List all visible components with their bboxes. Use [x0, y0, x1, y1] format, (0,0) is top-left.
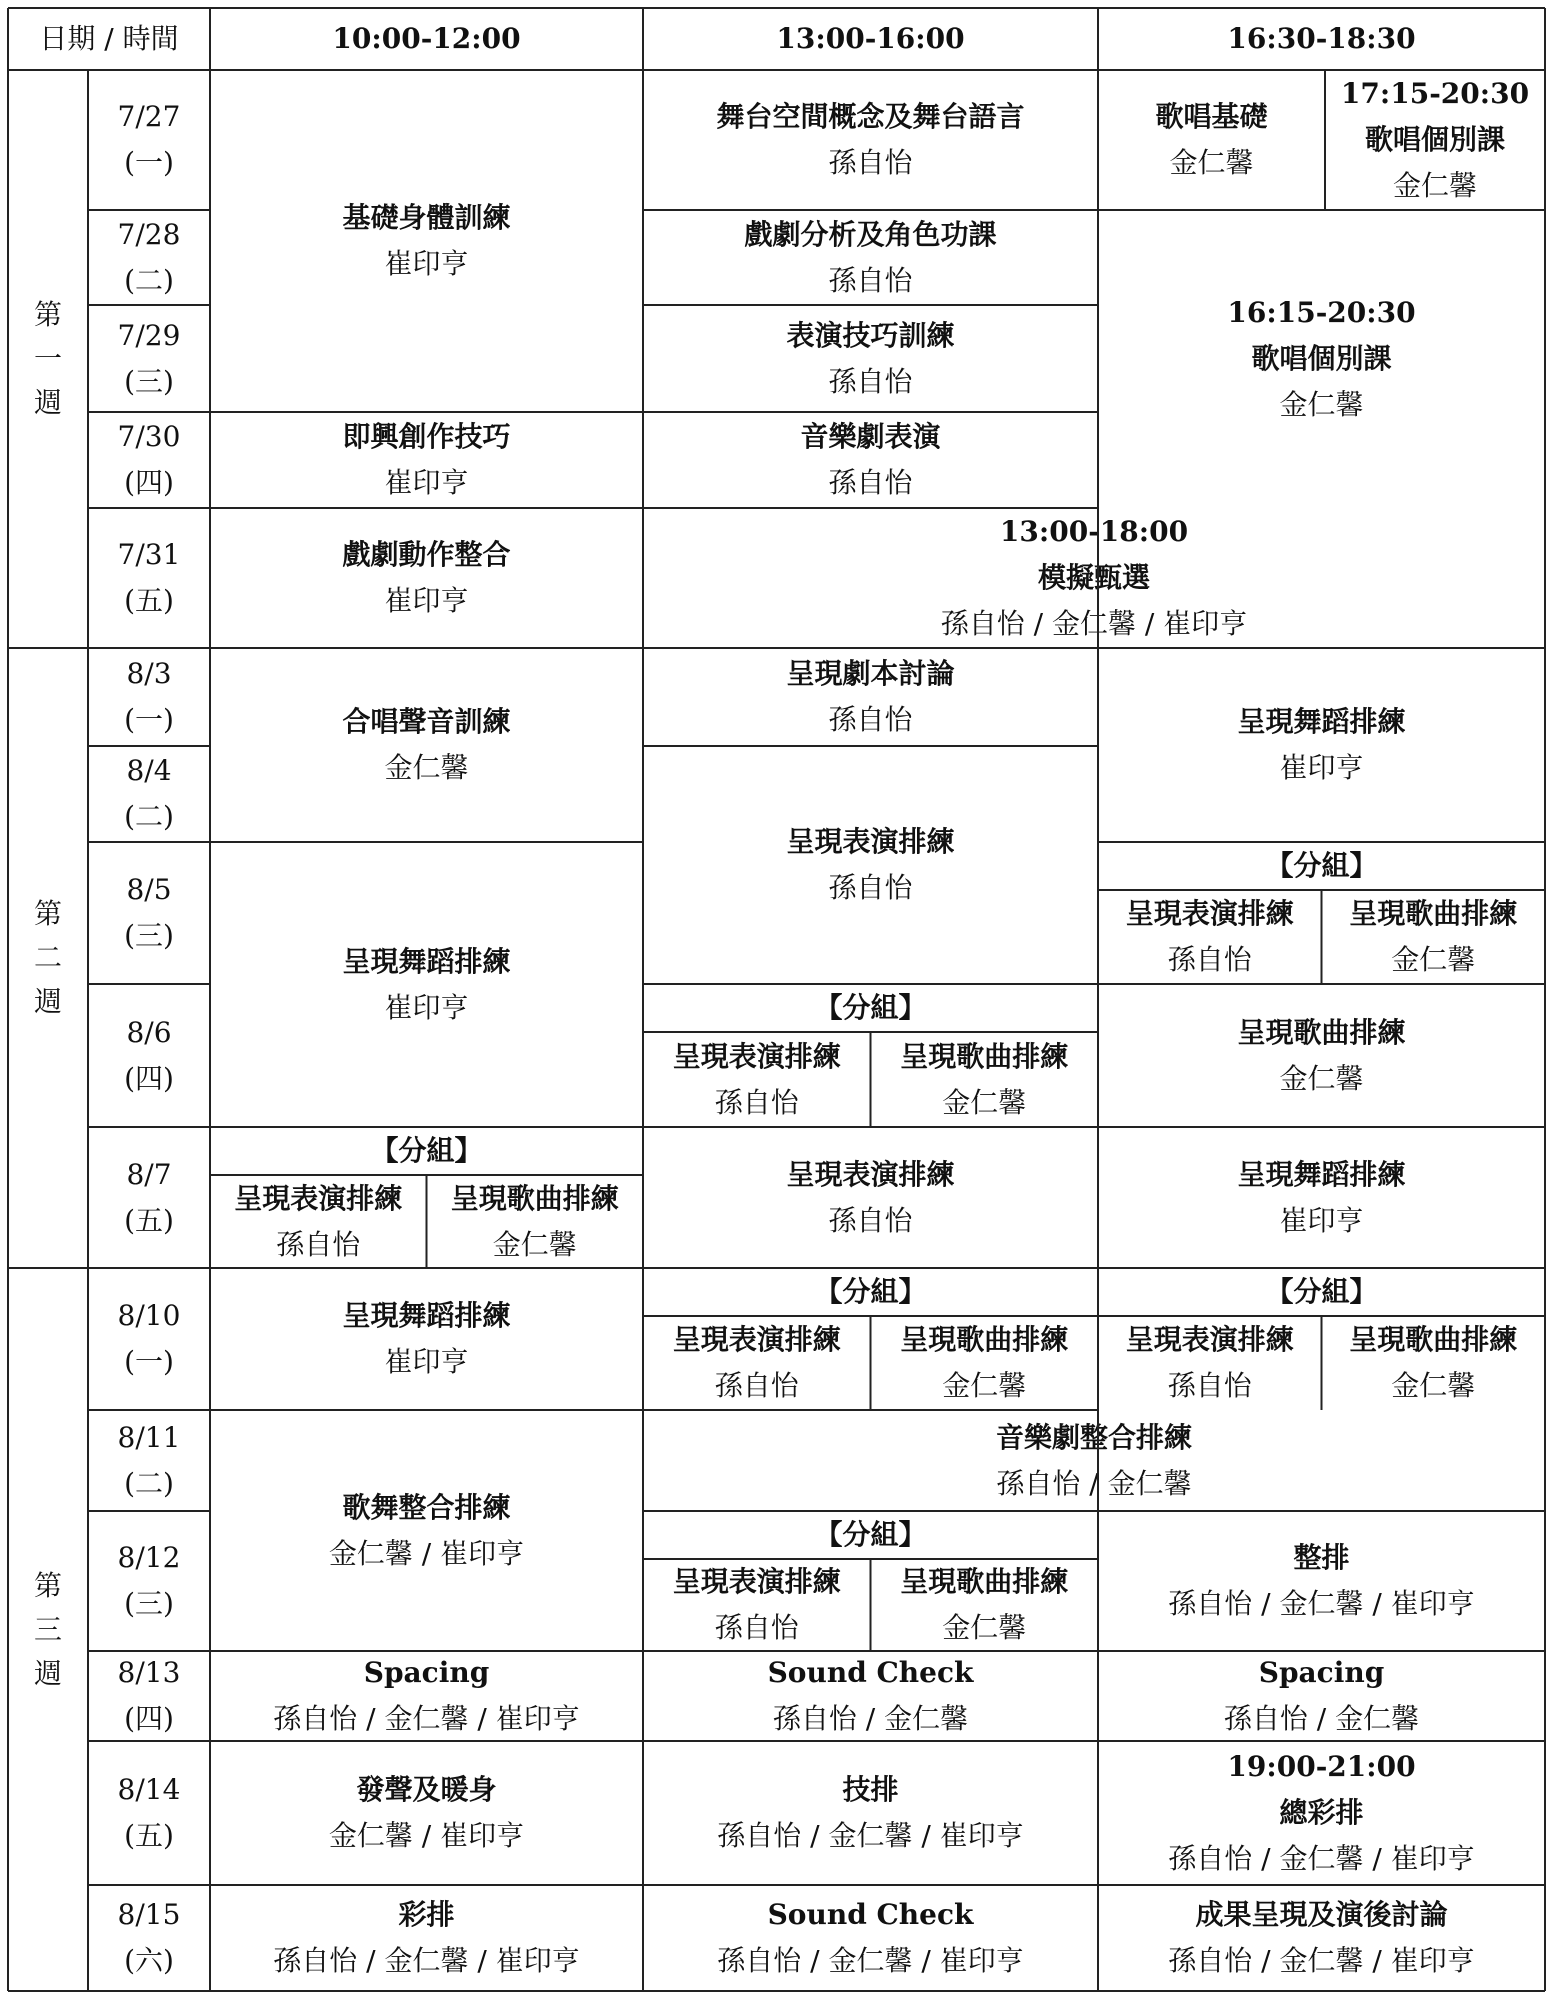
date-cell-line-0: 8/4: [126, 754, 172, 787]
session-group-acting-line-1: 孫自怡: [714, 1369, 799, 1402]
week-label-char: 第: [33, 1568, 62, 1602]
week-label-char: 週: [33, 1656, 62, 1690]
date-cell: [88, 984, 210, 1127]
date-cell-line-1: (六): [124, 1944, 174, 1977]
session-spacing: [210, 1651, 643, 1741]
date-cell-line-0: 8/14: [117, 1773, 181, 1806]
date-cell-line-0: 8/7: [126, 1157, 172, 1191]
session-group-song-line-0: 呈現歌曲排練: [1349, 1323, 1518, 1356]
session-sound-check: [643, 1651, 1098, 1741]
session-individual-singing-1-line-1: 歌唱個別課: [1364, 123, 1505, 156]
date-cell-line-1: (一): [124, 146, 174, 179]
session-spacing: [1098, 1651, 1545, 1741]
session-group-acting-line-0: 呈現表演排練: [234, 1181, 403, 1215]
date-cell-line-1: (四): [124, 466, 174, 499]
date-cell-line-1: (五): [124, 584, 174, 617]
session-individual-singing-2: [1098, 210, 1545, 508]
week-label-3: [8, 1268, 88, 1991]
week-label-char: 週: [33, 985, 62, 1018]
session-group-song: [1322, 1316, 1546, 1410]
session-basic-body-training-line-1: 崔印亨: [384, 247, 469, 280]
group-header: [643, 1511, 1098, 1559]
session-acting-rehearsal: [643, 746, 1098, 984]
session-stage-space: [643, 70, 1098, 210]
header-slot-2-line-0: 13:00-16:00: [776, 22, 965, 55]
date-cell-line-0: 7/27: [117, 100, 181, 133]
session-acting-rehearsal-line-1: 孫自怡: [828, 1203, 913, 1237]
session-script-discussion-line-1: 孫自怡: [828, 703, 913, 736]
group-header: [210, 1127, 643, 1175]
session-spacing-line-0: Spacing: [363, 1656, 490, 1689]
session-tech-rehearsal: [643, 1741, 1098, 1885]
session-rehearsal: [210, 1885, 643, 1991]
session-sound-check: [643, 1885, 1098, 1991]
session-drama-movement: [210, 508, 643, 648]
date-cell: [88, 210, 210, 305]
header-slot-1: [210, 8, 643, 70]
session-group-acting-line-0: 呈現表演排練: [1125, 897, 1294, 930]
session-song-rehearsal: [1098, 984, 1545, 1127]
session-dance-rehearsal-line-1: 崔印亨: [1279, 751, 1364, 784]
session-group-acting: [643, 1316, 871, 1410]
date-cell: [88, 1511, 210, 1651]
session-dress-rehearsal-line-1: 總彩排: [1279, 1796, 1364, 1829]
week-label-char: 第: [33, 298, 62, 331]
date-cell: [88, 746, 210, 842]
group-header-line-0: 【分組】: [370, 1134, 483, 1167]
date-cell-line-1: (三): [124, 364, 174, 398]
session-group-acting-line-1: 孫自怡: [276, 1227, 361, 1261]
week-label-char: 三: [33, 1612, 62, 1646]
session-script-discussion: [643, 648, 1098, 746]
group-header: [643, 1268, 1098, 1316]
session-dress-rehearsal-line-0: 19:00-21:00: [1227, 1750, 1416, 1783]
session-individual-singing-2-line-2: 金仁馨: [1279, 388, 1364, 421]
session-group-song-line-1: 金仁馨: [942, 1611, 1027, 1644]
group-header: [643, 984, 1098, 1032]
date-cell-line-1: (一): [124, 703, 174, 736]
session-group-song-line-0: 呈現歌曲排練: [450, 1181, 619, 1215]
session-basic-body-training: [210, 70, 643, 412]
session-group-acting: [210, 1175, 427, 1268]
session-warmup-line-0: 發聲及暖身: [356, 1773, 497, 1806]
week-label-char: 週: [33, 386, 62, 419]
session-individual-singing-1: [1325, 70, 1545, 210]
session-mock-audition-line-1: 模擬甄選: [1037, 561, 1150, 594]
session-individual-singing-1-line-2: 金仁馨: [1392, 169, 1477, 202]
session-showcase: [1098, 1885, 1545, 1991]
date-cell-line-0: 8/15: [117, 1898, 181, 1931]
session-sound-check-line-1: 孫自怡 / 金仁馨 / 崔印亨: [717, 1944, 1024, 1977]
session-drama-analysis: [643, 210, 1098, 305]
date-cell: [88, 412, 210, 508]
date-cell-line-0: 8/11: [117, 1420, 181, 1454]
session-group-acting-line-0: 呈現表演排練: [672, 1039, 841, 1073]
session-spacing-line-1: 孫自怡 / 金仁馨 / 崔印亨: [273, 1702, 580, 1735]
session-full-run: [1098, 1511, 1545, 1651]
session-song-dance-integration-line-1: 金仁馨 / 崔印亨: [328, 1536, 525, 1570]
session-dance-rehearsal-line-0: 呈現舞蹈排練: [342, 944, 511, 978]
date-cell: [88, 648, 210, 746]
date-cell: [88, 1651, 210, 1741]
session-acting-skills: [643, 305, 1098, 412]
session-group-acting: [1098, 1316, 1322, 1410]
date-cell: [88, 1127, 210, 1268]
session-mock-audition-line-2: 孫自怡 / 金仁馨 / 崔印亨: [940, 607, 1248, 640]
session-musical-integration-line-1: 孫自怡 / 金仁馨: [996, 1466, 1192, 1500]
session-group-acting-line-1: 孫自怡: [1167, 1369, 1252, 1402]
group-header-line-0: 【分組】: [814, 1518, 927, 1551]
date-cell-line-1: (二): [124, 263, 174, 297]
session-group-song-line-1: 金仁馨: [942, 1085, 1027, 1119]
date-cell-line-1: (五): [124, 1203, 174, 1237]
session-showcase-line-1: 孫自怡 / 金仁馨 / 崔印亨: [1168, 1944, 1475, 1977]
date-cell-line-0: 7/29: [117, 318, 181, 352]
date-cell-line-0: 8/13: [117, 1656, 181, 1689]
date-cell-line-1: (五): [124, 1819, 174, 1852]
session-group-acting-line-1: 孫自怡: [1167, 943, 1252, 976]
date-cell-line-1: (四): [124, 1061, 174, 1095]
session-group-song: [871, 1032, 1099, 1127]
session-improvisation: [210, 412, 643, 508]
session-acting-skills-line-1: 孫自怡: [828, 364, 913, 398]
session-singing-basics: [1098, 70, 1325, 210]
group-header-line-0: 【分組】: [814, 991, 927, 1024]
session-individual-singing-2-line-0: 16:15-20:30: [1227, 296, 1416, 329]
date-cell: [88, 508, 210, 648]
session-dance-rehearsal: [210, 842, 643, 1127]
header-date-time: [8, 8, 210, 70]
session-group-acting-line-0: 呈現表演排練: [672, 1323, 841, 1356]
date-cell-line-0: 8/5: [126, 873, 172, 906]
session-group-song-line-0: 呈現歌曲排練: [1349, 897, 1518, 930]
session-group-song: [1322, 890, 1546, 984]
session-acting-rehearsal: [643, 1127, 1098, 1268]
session-dance-rehearsal: [1098, 1127, 1545, 1268]
week-label-1: [8, 70, 88, 648]
session-musical-acting: [643, 412, 1098, 508]
week-label-char: 二: [33, 941, 62, 974]
session-individual-singing-1-line-0: 17:15-20:30: [1340, 77, 1530, 110]
session-drama-movement-line-0: 戲劇動作整合: [342, 538, 511, 571]
header-slot-1-line-0: 10:00-12:00: [332, 22, 521, 55]
session-group-acting-line-1: 孫自怡: [714, 1085, 799, 1119]
session-sound-check-line-0: Sound Check: [767, 1898, 974, 1931]
session-dance-rehearsal-line-0: 呈現舞蹈排練: [1237, 705, 1406, 738]
date-cell-line-1: (四): [124, 1702, 174, 1735]
header-slot-3: [1098, 8, 1545, 70]
session-tech-rehearsal-line-0: 技排: [842, 1773, 899, 1806]
session-group-song-line-0: 呈現歌曲排練: [900, 1323, 1069, 1356]
session-song-rehearsal-line-0: 呈現歌曲排練: [1237, 1015, 1406, 1049]
session-drama-movement-line-1: 崔印亨: [384, 584, 469, 617]
session-stage-space-line-0: 舞台空間概念及舞台語言: [716, 100, 1025, 133]
session-spacing-line-1: 孫自怡 / 金仁馨: [1223, 1702, 1420, 1735]
session-group-song: [871, 1559, 1099, 1651]
session-group-acting-line-0: 呈現表演排練: [672, 1565, 841, 1598]
session-individual-singing-2-line-1: 歌唱個別課: [1251, 342, 1392, 375]
session-full-run-line-1: 孫自怡 / 金仁馨 / 崔印亨: [1168, 1587, 1475, 1620]
session-musical-integration-line-0: 音樂劇整合排練: [995, 1420, 1192, 1454]
date-cell-line-1: (二): [124, 800, 174, 833]
session-group-acting: [1098, 890, 1322, 984]
group-header-line-0: 【分組】: [1265, 1275, 1378, 1308]
session-drama-analysis-line-0: 戲劇分析及角色功課: [744, 217, 997, 251]
session-mock-audition: [643, 508, 1545, 648]
session-singing-basics-line-1: 金仁馨: [1169, 146, 1254, 179]
session-group-acting: [643, 1032, 871, 1127]
date-cell-line-0: 8/10: [117, 1299, 181, 1332]
date-cell: [88, 305, 210, 412]
session-rehearsal-line-1: 孫自怡 / 金仁馨 / 崔印亨: [273, 1944, 580, 1977]
date-cell: [88, 1410, 210, 1511]
session-spacing-line-0: Spacing: [1258, 1656, 1385, 1689]
session-group-acting-line-1: 孫自怡: [714, 1611, 799, 1644]
date-cell-line-1: (三): [124, 1587, 174, 1620]
session-dance-rehearsal-line-1: 崔印亨: [1279, 1203, 1364, 1237]
session-warmup-line-1: 金仁馨 / 崔印亨: [328, 1819, 525, 1852]
session-rehearsal-line-0: 彩排: [398, 1898, 455, 1931]
session-dance-rehearsal: [1098, 648, 1545, 842]
session-musical-integration: [643, 1410, 1545, 1511]
session-choir-training-line-1: 金仁馨: [384, 751, 469, 784]
session-sound-check-line-1: 孫自怡 / 金仁馨: [772, 1702, 969, 1735]
header-slot-3-line-0: 16:30-18:30: [1227, 22, 1416, 55]
date-cell-line-1: (一): [124, 1345, 174, 1378]
session-group-song-line-0: 呈現歌曲排練: [900, 1565, 1069, 1598]
session-group-song-line-0: 呈現歌曲排練: [900, 1039, 1069, 1073]
session-acting-rehearsal-line-0: 呈現表演排練: [786, 1157, 955, 1191]
session-song-rehearsal-line-1: 金仁馨: [1279, 1061, 1364, 1095]
session-warmup: [210, 1741, 643, 1885]
session-song-dance-integration-line-0: 歌舞整合排練: [342, 1490, 511, 1524]
session-musical-acting-line-0: 音樂劇表演: [800, 420, 941, 453]
session-group-song-line-1: 金仁馨: [492, 1227, 577, 1261]
session-showcase-line-0: 成果呈現及演後討論: [1195, 1898, 1448, 1931]
session-improvisation-line-0: 即興創作技巧: [342, 420, 511, 453]
session-dance-rehearsal-line-1: 崔印亨: [384, 1345, 469, 1378]
session-group-song-line-1: 金仁馨: [1391, 943, 1476, 976]
session-dress-rehearsal: [1098, 1741, 1545, 1885]
date-cell-line-0: 8/12: [117, 1541, 181, 1574]
date-cell-line-0: 7/30: [117, 420, 181, 453]
date-cell: [88, 1885, 210, 1991]
date-cell-line-0: 7/31: [117, 538, 181, 571]
session-dance-rehearsal-line-1: 崔印亨: [384, 990, 469, 1024]
header-slot-2: [643, 8, 1098, 70]
session-acting-rehearsal-line-0: 呈現表演排練: [786, 825, 955, 858]
session-drama-analysis-line-1: 孫自怡: [828, 263, 913, 297]
session-acting-skills-line-0: 表演技巧訓練: [786, 318, 955, 352]
group-header: [1098, 1268, 1545, 1316]
session-sound-check-line-0: Sound Check: [767, 1656, 974, 1689]
week-label-char: 第: [33, 897, 62, 930]
date-cell-line-0: 8/3: [126, 657, 172, 690]
session-dress-rehearsal-line-2: 孫自怡 / 金仁馨 / 崔印亨: [1168, 1842, 1475, 1875]
session-group-acting-line-0: 呈現表演排練: [1125, 1323, 1294, 1356]
group-header: [1098, 842, 1545, 890]
week-label-2: [8, 648, 88, 1268]
session-dance-rehearsal-line-0: 呈現舞蹈排練: [1237, 1157, 1406, 1191]
session-song-dance-integration: [210, 1410, 643, 1651]
session-tech-rehearsal-line-1: 孫自怡 / 金仁馨 / 崔印亨: [717, 1819, 1024, 1852]
session-musical-acting-line-1: 孫自怡: [828, 466, 913, 499]
date-cell: [88, 842, 210, 984]
week-label-char: 一: [33, 342, 62, 375]
session-mock-audition-line-0: 13:00-18:00: [999, 515, 1189, 548]
date-cell-line-0: 7/28: [117, 217, 181, 251]
session-group-song: [427, 1175, 644, 1268]
session-choir-training-line-0: 合唱聲音訓練: [342, 705, 511, 738]
date-cell-line-0: 8/6: [126, 1015, 172, 1049]
session-improvisation-line-1: 崔印亨: [384, 466, 469, 499]
session-acting-rehearsal-line-1: 孫自怡: [828, 871, 913, 904]
date-cell: [88, 1741, 210, 1885]
session-group-acting: [643, 1559, 871, 1651]
date-cell-line-1: (三): [124, 919, 174, 952]
session-basic-body-training-line-0: 基礎身體訓練: [342, 201, 511, 234]
header-date-time-line-0: 日期 / 時間: [39, 22, 179, 55]
session-group-song-line-1: 金仁馨: [1391, 1369, 1476, 1402]
group-header-line-0: 【分組】: [814, 1275, 927, 1308]
session-choir-training: [210, 648, 643, 842]
session-dance-rehearsal: [210, 1268, 643, 1410]
session-script-discussion-line-0: 呈現劇本討論: [786, 657, 955, 690]
session-dance-rehearsal-line-0: 呈現舞蹈排練: [342, 1299, 511, 1332]
date-cell: [88, 70, 210, 210]
session-singing-basics-line-0: 歌唱基礎: [1155, 100, 1268, 133]
date-cell-line-1: (二): [124, 1466, 174, 1500]
session-full-run-line-0: 整排: [1293, 1541, 1350, 1574]
group-header-line-0: 【分組】: [1265, 849, 1378, 882]
session-group-song: [871, 1316, 1099, 1410]
date-cell: [88, 1268, 210, 1410]
session-group-song-line-1: 金仁馨: [942, 1369, 1027, 1402]
session-stage-space-line-1: 孫自怡: [828, 146, 913, 179]
